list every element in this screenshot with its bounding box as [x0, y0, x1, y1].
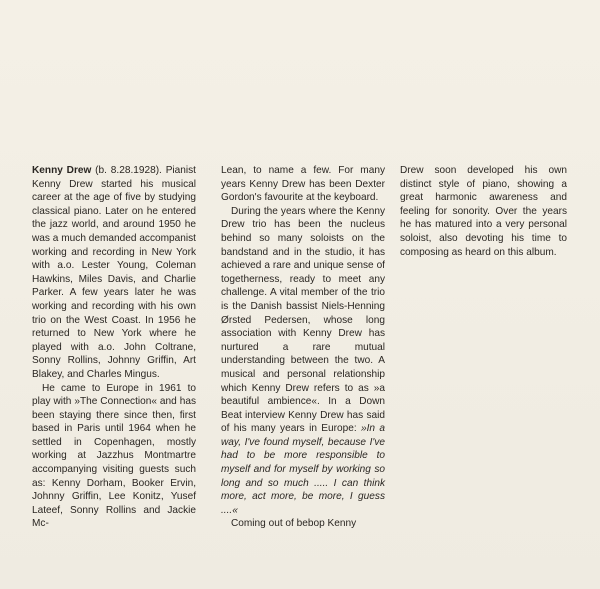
paragraph-text: During the years where the Kenny Drew trio has been the nucleus behind so many soloists on the bandstand and in the studio, it has achieved a rare and unique sense of togetherness, ready to meet any challenge. A vital member of the trio is the Danish bassist Niels-Henning Ørsted Pedersen, whose long association with Kenny Drew has nurtured a rare mutual understanding between the two. A musical and personal relationship which Kenny Drew refers to as »a beautiful ambience«. In a Down Beat interview Kenny Drew has said of his many years in Europe:: [221, 205, 385, 435]
paragraph-text: (b. 8.28.1928). Pianist Kenny Drew started his musical career at the age of five by studying classical piano. Later on he entered the jazz world, and around 1950 he was a much demanded accompanist working and recording in New York with a.o. Lester Young, Coleman Hawkins, Miles Davis, and Charlie Parker. A few years later he was working and recording with his own trio on the West Coast. In 1956 he returned to New York where he played with a.o. John Coltrane, Sonny Rollins, Johnny Griffin, Art Blakey, and Charles Mingus.: [32, 165, 196, 380]
paragraph: Lean, to name a few. For many years Kenny Drew has been Dexter Gordon's favourite at the keyboard.: [221, 165, 385, 204]
text-column-3: [400, 164, 567, 259]
quote-text: »In a way, I've found myself, because I've had to be more responsible to myself and for myself by working so long and so much ..... I can think more, act more, be more, I guess ....«: [221, 423, 385, 516]
paragraph: [32, 164, 196, 382]
paragraph: Coming out of bebop Kenny: [231, 518, 357, 530]
text-column-1: [32, 164, 196, 531]
paragraph: He came to Europe in 1961 to play with »The Connection« and has been staying there since then, first based in Paris until 1964 when he settled in Copenhagen, mostly working at Jazzhus Montmartre accompanying visiting guests such as: Kenny Dorham, Booker Ervin, Johnny Griffin, Lee Konitz, Yusef Lateef, Sonny Rollins and Jackie Mc-: [32, 382, 196, 530]
artist-name: Kenny Drew: [32, 165, 92, 176]
paragraph: [221, 205, 385, 518]
text-column-2: [221, 164, 385, 531]
paragraph: Drew soon developed his own distinct style of piano, showing a great harmonic awareness and feeling for sonority. Over the years he has matured into a very personal soloist, also devoting his time to composing as heard on this album.: [400, 165, 567, 258]
